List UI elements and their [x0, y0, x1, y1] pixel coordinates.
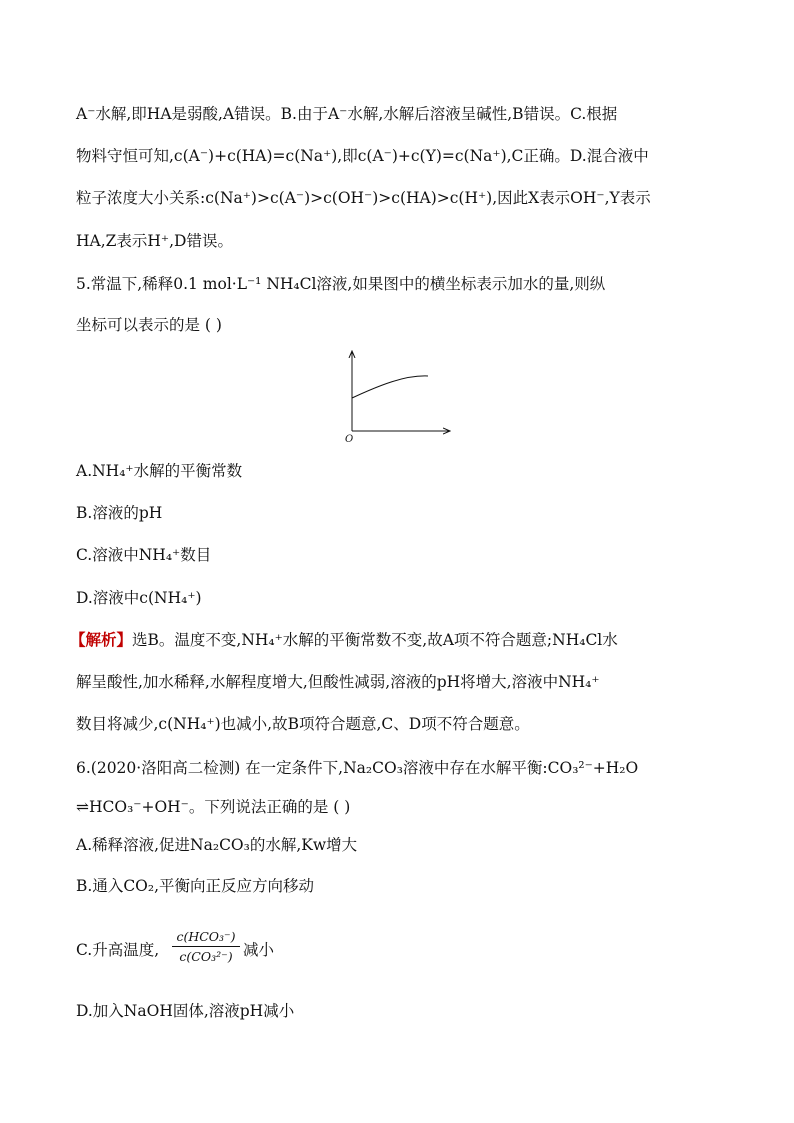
q5-graph: [340, 345, 455, 445]
q5-option-b: B.溶液的pH: [76, 504, 163, 522]
q5-analysis-text-1: 选B。温度不变,NH₄⁺水解的平衡常数不变,故A项不符合题意;NH₄Cl水: [132, 631, 618, 649]
answer-line-1: A⁻水解,即HA是弱酸,A错误。B.由于A⁻水解,水解后溶液呈碱性,B错误。C.根据: [76, 105, 618, 123]
q6-option-c-prefix: C.升高温度,: [76, 941, 160, 959]
answer-line-2: 物料守恒可知,c(A⁻)+c(HA)=c(Na⁺),即c(A⁻)+c(Y)=c(Na⁺),C正确。D.混合液中: [76, 147, 649, 165]
q6-stem-line-1: 6.(2020·洛阳高二检测) 在一定条件下,Na₂CO₃溶液中存在水解平衡:CO₃²⁻+H₂O: [76, 759, 639, 777]
analysis-tag: 【解析】: [70, 630, 133, 649]
answer-line-4: HA,Z表示H⁺,D错误。: [76, 232, 233, 250]
q5-stem-line-2: 坐标可以表示的是 ( ): [76, 316, 222, 334]
q5-analysis-line-2: 解呈酸性,加水稀释,水解程度增大,但酸性减弱,溶液的pH将增大,溶液中NH₄⁺: [76, 673, 600, 691]
q6-option-a: A.稀释溶液,促进Na₂CO₃的水解,Kw增大: [76, 836, 358, 854]
q6-option-c-fraction: [172, 929, 240, 964]
q5-graph-curve: [352, 376, 428, 398]
q5-option-a: A.NH₄⁺水解的平衡常数: [76, 462, 243, 480]
fraction-numerator: c(HCO₃⁻): [172, 929, 240, 947]
fraction-denominator: c(CO₃²⁻): [179, 949, 233, 964]
q6-option-b: B.通入CO₂,平衡向正反应方向移动: [76, 877, 315, 895]
answer-line-3: 粒子浓度大小关系:c(Na⁺)>c(A⁻)>c(OH⁻)>c(HA)>c(H⁺),因此X表示OH⁻,Y表示: [76, 189, 651, 207]
q5-graph-origin-label: O: [345, 434, 354, 445]
q5-analysis-line-3: 数目将减少,c(NH₄⁺)也减小,故B项符合题意,C、D项不符合题意。: [76, 715, 530, 733]
q5-analysis-line-1: [70, 630, 618, 650]
q5-option-c: C.溶液中NH₄⁺数目: [76, 546, 212, 564]
q5-option-d: D.溶液中c(NH₄⁺): [76, 589, 202, 607]
q6-option-d: D.加入NaOH固体,溶液pH减小: [76, 1002, 295, 1020]
q5-stem-line-1: 5.常温下,稀释0.1 mol·L⁻¹ NH₄Cl溶液,如果图中的横坐标表示加水的量,则纵: [76, 275, 606, 293]
q6-option-c-suffix: 减小: [243, 941, 275, 959]
q6-stem-line-2: ⇌HCO₃⁻+OH⁻。下列说法正确的是 ( ): [76, 798, 351, 816]
